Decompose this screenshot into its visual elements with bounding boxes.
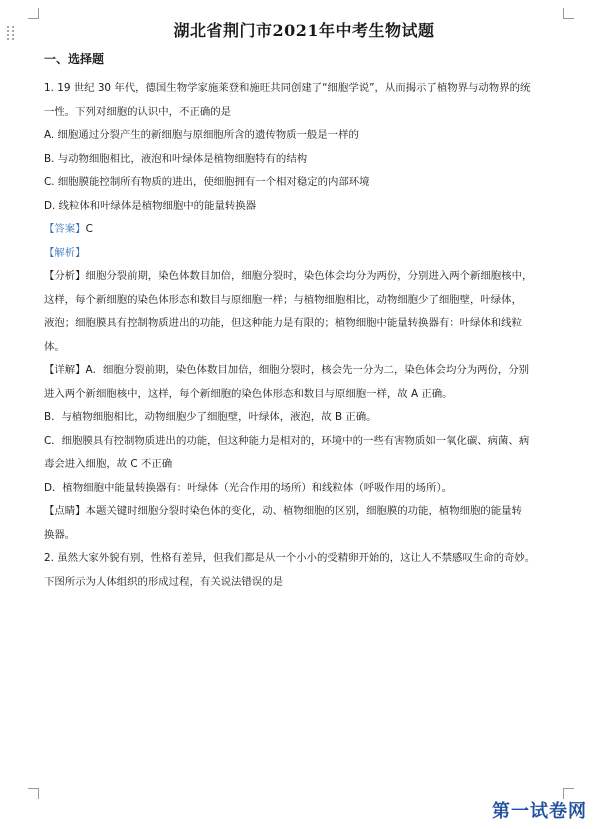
question-1-option-d: D. 线粒体和叶绿体是植物细胞中的能量转换器	[44, 199, 257, 212]
xiangjie-line-2: 进入两个新细胞核中，这样，每个新细胞的染色体形态和数目与原细胞一样，故 A 正确。	[44, 387, 453, 400]
document-title: 湖北省荆门市2021年中考生物试题	[173, 21, 435, 40]
xiangjie-c-line-1: C．细胞膜具有控制物质进出的功能，但这种能力是相对的，环境中的一些有害物质如一氧化碳、病菌、病	[44, 434, 530, 447]
answer-line	[44, 218, 564, 242]
answer-tag: 【答案】	[44, 223, 86, 235]
question-1-stem-line-2: 一性。下列对细胞的认识中，不正确的是	[44, 105, 232, 118]
document-page	[44, 18, 564, 594]
question-1-option-a: A. 细胞通过分裂产生的新细胞与原细胞所含的遗传物质一般是一样的	[44, 129, 359, 141]
section-heading: 一、选择题	[44, 52, 105, 66]
fenxi-line-3: 液泡；细胞膜具有控制物质进出的功能，但这种能力是有限的；植物细胞中能量转换器有：叶绿体和线粒	[44, 317, 522, 329]
question-2-line-2: 下图所示为人体组织的形成过程，有关说法错误的是	[44, 575, 283, 588]
xiangjie-c-line-2: 毒会进入细胞，故 C 不正确	[44, 458, 173, 470]
xiangjie-d: D．植物细胞中能量转换器有：叶绿体（光合作用的场所）和线粒体（呼吸作用的场所）。	[44, 481, 453, 494]
table-move-handle-icon[interactable]	[7, 26, 17, 40]
xiangjie-b: B．与植物细胞相比，动物细胞少了细胞壁，叶绿体，液泡，故 B 正确。	[44, 411, 377, 423]
question-2-line-1: 2. 虽然大家外貌有别，性格有差异，但我们都是从一个小小的受精卵开始的，这让人不禁感叹生命的奇妙。	[44, 552, 536, 564]
analysis-tag: 【解析】	[44, 246, 86, 259]
fenxi-line-4: 体。	[44, 340, 65, 353]
page-corner-mark-bottom-left	[28, 788, 39, 799]
question-1-option-c: C. 细胞膜能控制所有物质的进出，使细胞拥有一个相对稳定的内部环境	[44, 176, 370, 188]
page-corner-mark-top-left	[28, 8, 39, 19]
dianjing-line-1: 【点睛】本题关键时细胞分裂时染色体的变化，动、植物细胞的区别，细胞膜的功能，植物细胞的能量转	[44, 505, 522, 517]
page-corner-mark-top-right	[563, 8, 574, 19]
dianjing-line-2: 换器。	[44, 528, 76, 541]
answer-value: C	[85, 223, 93, 235]
analysis-line	[44, 242, 564, 266]
xiangjie-line-1: 【详解】A．细胞分裂前期，染色体数目加倍，细胞分裂时，核会先一分为二，染色体会均分为两份，分别	[44, 364, 530, 376]
fenxi-line-2: 这样，每个新细胞的染色体形态和数目与原细胞一样；与植物细胞相比，动物细胞少了细胞壁，叶绿体，	[44, 293, 522, 306]
fenxi-line-1: 【分析】细胞分裂前期，染色体数目加倍，细胞分裂时，染色体会均分为两份，分别进入两个新细胞核中，	[44, 270, 533, 282]
question-1-option-b: B. 与动物细胞相比，液泡和叶绿体是植物细胞特有的结构	[44, 152, 308, 165]
question-1-stem-line-1: 1. 19 世纪 30 年代，德国生物学家施莱登和施旺共同创建了“细胞学说”，从而揭示了植物界与动物界的统	[44, 82, 531, 94]
site-watermark-logo: 第一试卷网	[492, 801, 587, 822]
